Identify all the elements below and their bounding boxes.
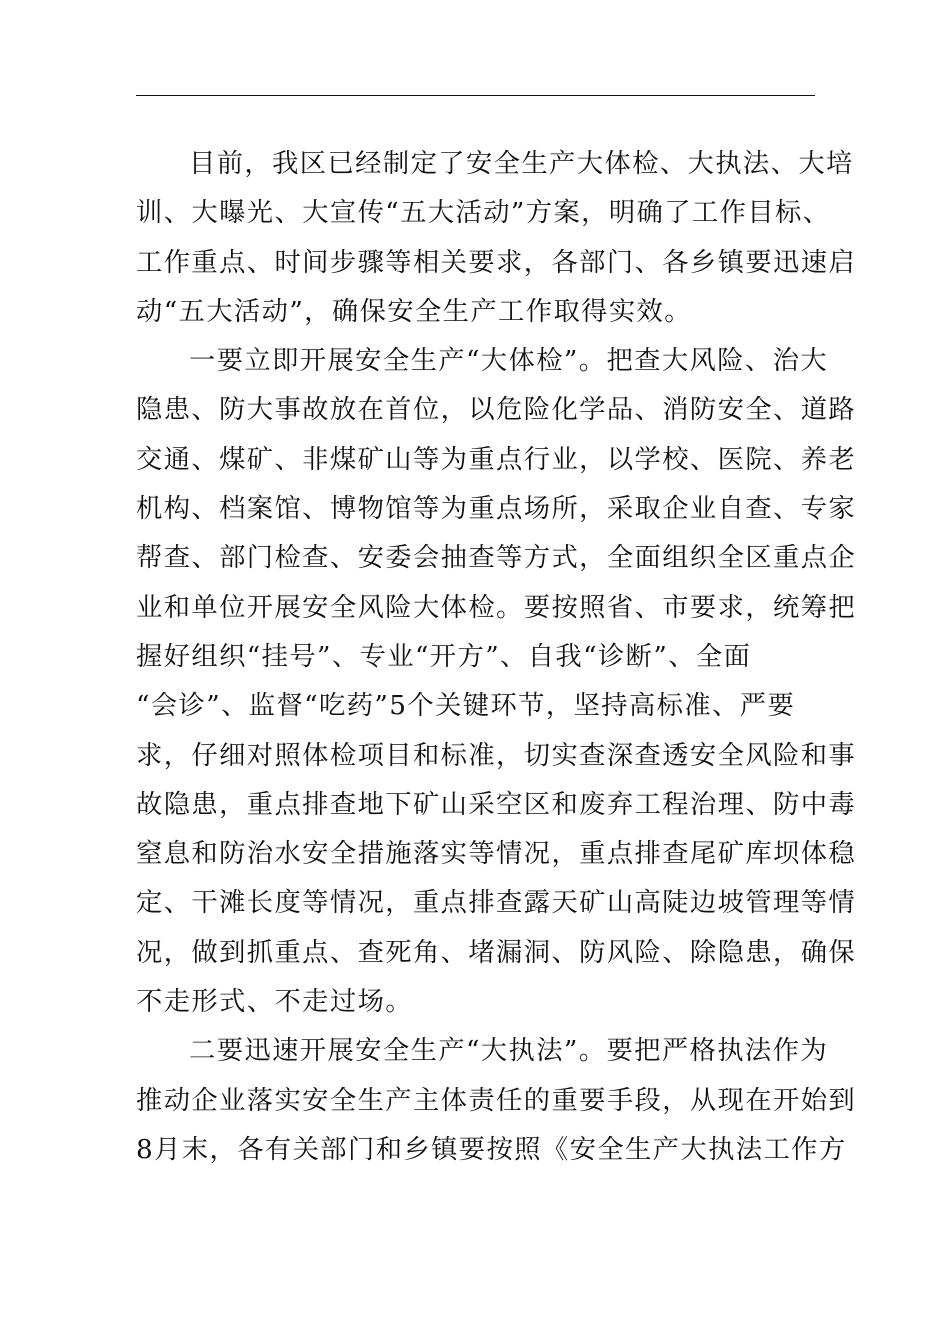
paragraph-line: 一要立即开展安全生产“大体检”。把查大风险、治大 (189, 346, 829, 377)
paragraph-line: 握好组织“挂号”、专业“开方”、自我“诊断”、全面 (136, 641, 752, 672)
paragraph-line: 求，仔细对照体检项目和标准，切实查深查透安全风险和事 (136, 740, 857, 771)
paragraph-line: 窒息和防治水安全措施落实等情况，重点排查尾矿库坝体稳 (136, 839, 857, 870)
header-rule (136, 95, 815, 96)
paragraph-line: 帮查、部门检查、安委会抽查等方式，全面组织全区重点企 (136, 543, 857, 574)
paragraph-line: 目前，我区已经制定了安全生产大体检、大执法、大培 (189, 149, 854, 179)
paragraph-line: 机构、档案馆、博物馆等为重点场所，采取企业自查、专家 (136, 494, 857, 525)
paragraph-line: 况，做到抓重点、查死角、堵漏洞、防风险、除隐患，确保 (136, 937, 857, 968)
paragraph-line: 二要迅速开展安全生产“大执法”。要把严格执法作为 (189, 1036, 829, 1067)
paragraph-line: “会诊”、监督“吃药”5个关键环节，坚持高标准、严要 (136, 691, 796, 722)
paragraph-line: 交通、煤矿、非煤矿山等为重点行业，以学校、医院、养老 (136, 444, 857, 475)
paragraph-line: 推动企业落实安全生产主体责任的重要手段，从现在开始到 (136, 1085, 857, 1116)
paragraph-line: 训、大曝光、大宣传“五大活动”方案，明确了工作目标、 (136, 198, 831, 229)
paragraph-2 (136, 337, 857, 1027)
paragraph-line: 不走形式、不走过场。 (136, 987, 413, 1018)
paragraph-line: 故隐患，重点排查地下矿山采空区和废弃工程治理、防中毒 (136, 789, 857, 820)
paragraph-line: 动“五大活动”，确保安全生产工作取得实效。 (136, 296, 692, 327)
paragraph-line: 隐患、防大事故放在首位，以危险化学品、消防安全、道路 (136, 395, 857, 426)
paragraph-line: 8月末，各有关部门和乡镇要按照《安全生产大执法工作方 (136, 1134, 847, 1165)
paragraph-3 (136, 1027, 857, 1175)
paragraph-line: 工作重点、时间步骤等相关要求，各部门、各乡镇要迅速启 (136, 247, 857, 278)
paragraph-line: 定、干滩长度等情况，重点排查露天矿山高陡边坡管理等情 (136, 888, 857, 919)
paragraph-1 (136, 140, 857, 337)
body-text (136, 140, 857, 1175)
paragraph-line: 业和单位开展安全风险大体检。要按照省、市要求，统筹把 (136, 592, 857, 623)
